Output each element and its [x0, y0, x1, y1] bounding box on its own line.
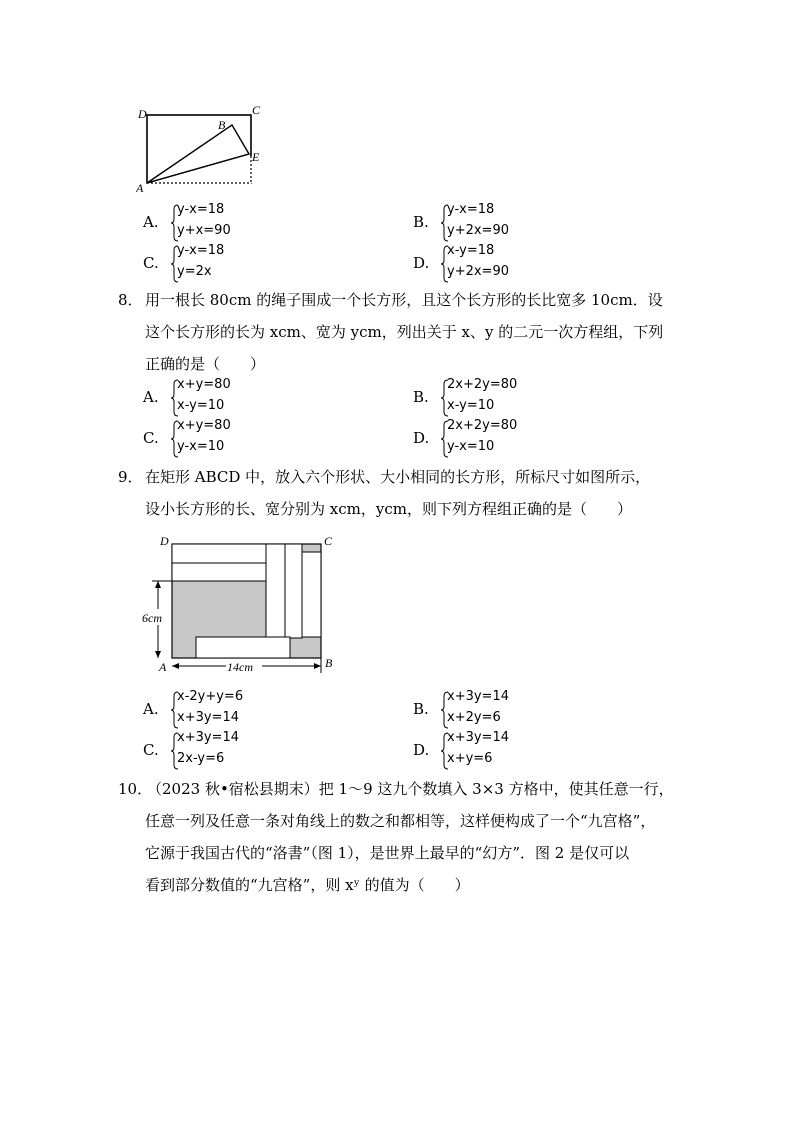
equation-1: x+y=80	[177, 418, 231, 433]
q9-option-c[interactable]	[143, 730, 403, 772]
q9-number: 9．	[118, 468, 143, 486]
q10-line-2: 任意一列及任意一条对角线上的数之和都相等，这样便构成了一个“九宫格”，	[145, 812, 656, 830]
q9-option-a[interactable]	[143, 689, 403, 731]
small-rect-1	[172, 544, 266, 563]
small-rect-4	[285, 544, 302, 638]
q7-option-c[interactable]	[143, 243, 403, 285]
option-label: C.	[143, 741, 159, 759]
q10-line-4: 看到部分数值的“九宫格”，则 xʸ 的值为（ ）	[145, 876, 470, 894]
small-rect-2	[172, 563, 266, 581]
shaded-region-top-right	[302, 544, 321, 552]
q10-line-1: （2023 秋•宿松县期末）把 1～9 这九个数填入 3×3 方格中，使其任意一行，	[147, 780, 674, 798]
equation-1: 2x+2y=80	[447, 377, 518, 392]
equation-1: x+y=80	[177, 377, 231, 392]
equation-2: x+2y=6	[447, 710, 501, 725]
q7-option-a[interactable]	[143, 202, 403, 244]
option-label: C.	[143, 429, 159, 447]
equation-1: x+3y=14	[447, 689, 509, 704]
label-a: A	[159, 660, 167, 674]
equation-1: 2x+2y=80	[447, 418, 518, 433]
q9-line-2: 设小长方形的长、宽分别为 xcm，ycm，则下列方程组正确的是（ ）	[145, 500, 632, 518]
label-e: E	[252, 150, 260, 164]
label-c: C	[252, 103, 261, 117]
width-label: 14cm	[227, 660, 253, 674]
option-label: D.	[413, 741, 430, 759]
q8-option-b[interactable]	[413, 377, 673, 419]
label-b: B	[218, 118, 226, 132]
small-rect-5	[302, 552, 321, 637]
figure-q7	[136, 100, 272, 195]
option-label: B.	[413, 388, 429, 406]
q10-line-3: 它源于我国古代的“洛書”（图 1），是世界上最早的“幻方”．图 2 是仅可以	[145, 844, 630, 862]
option-label: B.	[413, 700, 429, 718]
equation-2: y+2x=90	[447, 223, 509, 238]
option-label: D.	[413, 429, 430, 447]
figure-q9	[140, 533, 340, 678]
equation-2: y-x=10	[177, 439, 225, 454]
q8-line-2: 这个长方形的长为 xcm、宽为 ycm，列出关于 x、y 的二元一次方程组，下列	[145, 323, 664, 341]
q8-option-d[interactable]	[413, 418, 673, 460]
triangle-abe	[147, 125, 249, 183]
equation-2: y+2x=90	[447, 264, 509, 279]
q8-number: 8．	[118, 291, 143, 309]
label-c: C	[324, 534, 333, 548]
equation-1: y-x=18	[177, 243, 225, 258]
equation-1: x+3y=14	[447, 730, 509, 745]
small-rect-6	[196, 637, 290, 658]
q7-option-b[interactable]	[413, 202, 673, 244]
equation-2: x-y=10	[447, 398, 495, 413]
equation-2: y-x=10	[447, 439, 495, 454]
q8-option-a[interactable]	[143, 377, 403, 419]
small-rect-3	[266, 544, 285, 638]
equation-1: y-x=18	[177, 202, 225, 217]
label-b: B	[325, 656, 333, 670]
option-label: A.	[143, 213, 159, 231]
height-label: 6cm	[142, 611, 162, 625]
q8-line-3: 正确的是（ ）	[145, 355, 266, 373]
q9-line-1: 在矩形 ABCD 中，放入六个形状、大小相同的长方形，所标尺寸如图所示，	[145, 468, 651, 486]
equation-1: x+3y=14	[177, 730, 239, 745]
equation-2: y+x=90	[177, 223, 231, 238]
label-a: A	[136, 181, 144, 195]
equation-1: x-2y+y=6	[177, 689, 244, 704]
equation-2: x+y=6	[447, 751, 493, 766]
q9-option-d[interactable]	[413, 730, 673, 772]
label-d: D	[138, 107, 147, 121]
q9-option-b[interactable]	[413, 689, 673, 731]
q7-option-d[interactable]	[413, 243, 673, 285]
equation-1: y-x=18	[447, 202, 495, 217]
option-label: D.	[413, 254, 430, 272]
q8-option-c[interactable]	[143, 418, 403, 460]
equation-2: x+3y=14	[177, 710, 239, 725]
q8-line-1: 用一根长 80cm 的绳子围成一个长方形，且这个长方形的长比宽多 10cm．设	[145, 291, 663, 309]
option-label: A.	[143, 388, 159, 406]
equation-2: 2x-y=6	[177, 751, 225, 766]
equation-2: x-y=10	[177, 398, 225, 413]
option-label: C.	[143, 254, 159, 272]
equation-2: y=2x	[177, 264, 212, 279]
q10-number: 10．	[118, 780, 153, 798]
label-d: D	[160, 534, 169, 548]
option-label: A.	[143, 700, 159, 718]
shaded-region-bottom-right	[290, 637, 321, 658]
equation-1: x-y=18	[447, 243, 495, 258]
option-label: B.	[413, 213, 429, 231]
